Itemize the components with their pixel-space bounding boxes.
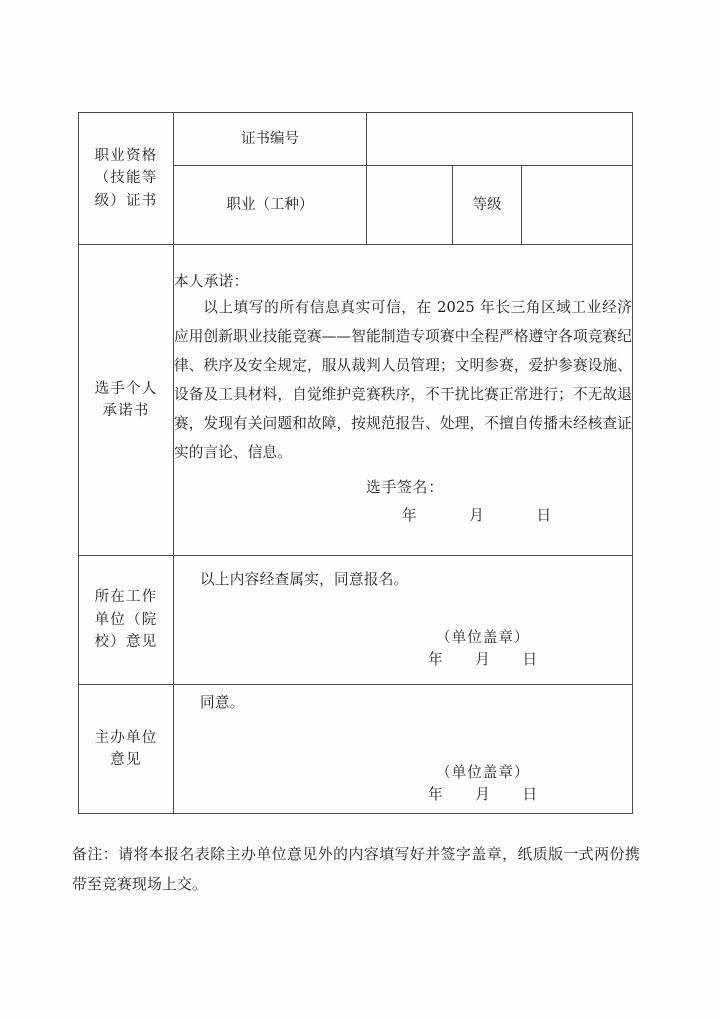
commitment-body-text: 以上填写的所有信息真实可信，在 2025 年长三角区域工业经济应用创新职业技能竞赛——智能制造专项赛中全程严格遵守各项竞赛纪律、秩序及安全规定，服从裁判人员管理；文明参赛，爱护参赛设施、设备及工具材料，自觉维护竞赛秩序，不干扰比赛正常进行；不无故退赛，发现有关问题和故障，按规范报告、处理，不擅自传播未经核查证实的言论、信息。 [174,299,633,461]
cert-label-line-1: 职业资格 [94,147,158,164]
employer-date-year-label: 年 [428,651,444,669]
field-label-certificate-number: 证书编号 [174,113,367,166]
field-value-certificate-number[interactable] [367,113,633,166]
footnote [72,840,640,901]
date-year-label: 年 [402,506,418,524]
cert-label-line-3: 级）证书 [94,192,158,209]
organizer-opinion-spacer [174,716,632,762]
table-row-employer-opinion [79,556,633,685]
cert-label-line-2: （技能等 [94,170,158,187]
employer-date-month-label: 月 [475,651,491,669]
field-value-grade[interactable] [522,166,633,245]
table-row-organizer-opinion [79,685,633,814]
employer-label-line-1: 所在工作 [94,589,158,606]
commitment-body-cell [174,245,633,556]
table-row-personal-commitment [79,245,633,556]
employer-opinion-cell[interactable] [174,556,633,685]
organizer-date-year-label: 年 [428,786,444,804]
organizer-label-line-2: 意见 [110,752,142,768]
commitment-label-line-1: 选手个人 [94,380,158,397]
contestant-signature-label[interactable]: 选手签名： [366,478,444,496]
organizer-label-line-1: 主办单位 [94,729,158,746]
date-month-label: 月 [469,506,485,524]
employer-opinion-spacer [174,593,632,627]
organizer-stamp-label: （单位盖章） [436,763,530,781]
registration-form-table [78,112,633,814]
organizer-opinion-cell[interactable] [174,685,633,814]
employer-label-line-3: 校）意见 [94,634,158,651]
row-label-certificate [79,113,174,245]
organizer-date-line[interactable] [174,784,632,807]
date-day-label: 日 [536,506,553,524]
employer-label-line-2: 单位（院 [94,611,158,628]
contestant-date-line[interactable] [174,502,632,530]
field-value-occupation[interactable] [367,166,453,245]
field-label-occupation: 职业（工种） [174,166,367,245]
organizer-opinion-text: 同意。 [200,693,245,711]
employer-opinion-text: 以上内容经查属实，同意报名。 [200,570,409,588]
employer-date-day-label: 日 [522,651,539,669]
field-label-grade: 等级 [453,166,522,245]
commitment-label-line-2: 承诺书 [102,403,150,419]
organizer-date-month-label: 月 [475,786,491,804]
organizer-date-day-label: 日 [522,786,539,804]
employer-stamp-label: （单位盖章） [436,628,530,646]
employer-date-line[interactable] [174,649,632,672]
commitment-lead-text: 本人承诺： [174,272,249,290]
row-label-organizer-opinion [79,685,174,814]
row-label-employer-opinion [79,556,174,685]
row-label-commitment [79,245,174,556]
footnote-text: 备注：请将本报名表除主办单位意见外的内容填写好并签字盖章，纸质版一式两份携带至竞赛现场上交。 [72,846,640,894]
table-row-certificate-number [79,113,633,166]
